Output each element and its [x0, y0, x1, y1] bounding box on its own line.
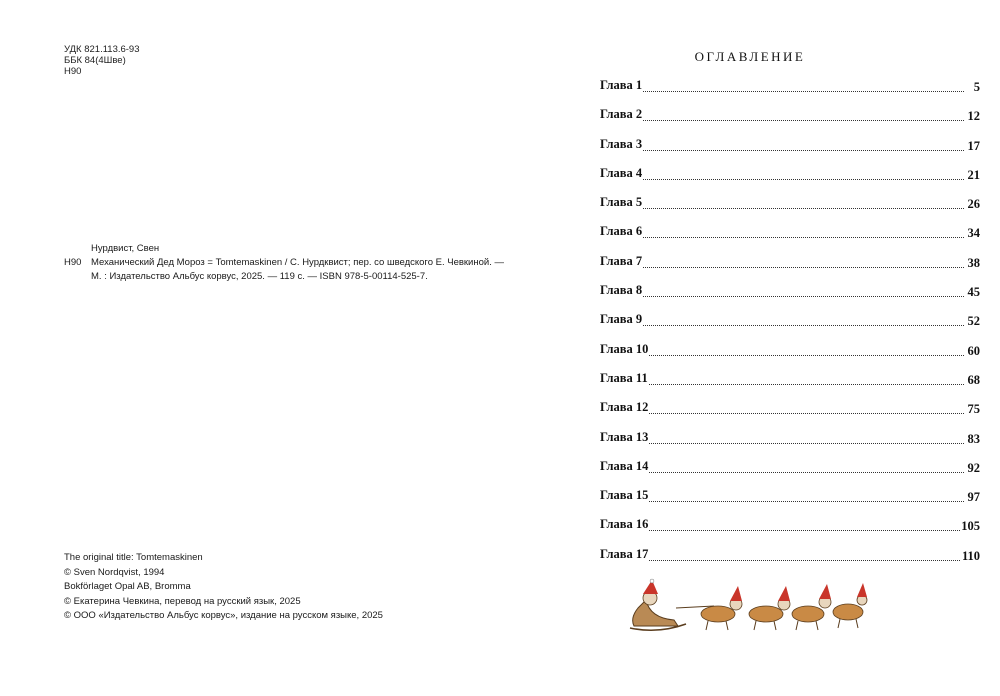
- udk-code: УДК 821.113.6-93: [64, 44, 140, 55]
- toc-entry[interactable]: [600, 107, 980, 136]
- toc-entry[interactable]: [600, 195, 980, 224]
- toc-page-number: 75: [967, 402, 980, 417]
- toc-chapter-label: Глава 8: [600, 283, 643, 298]
- toc-chapter-label: Глава 4: [600, 165, 643, 180]
- toc-leader-dots: [600, 384, 964, 385]
- toc-leader-dots: [600, 296, 964, 297]
- toc-entry[interactable]: [600, 137, 980, 166]
- toc-page-number: 97: [967, 490, 980, 505]
- toc-entry[interactable]: [600, 312, 980, 341]
- toc-leader-dots: [600, 355, 964, 356]
- copyright-block: [64, 551, 383, 624]
- biblio-line-1: Механический Дед Мороз = Tomtemaskinen / С. Нурдквист; пер. со шведского Е. Чевкиной. —: [91, 257, 504, 268]
- right-page: [500, 0, 1000, 696]
- toc-leader-dots: [600, 560, 964, 561]
- toc-page-number: 5: [973, 80, 980, 94]
- copyright-author: © Sven Nordqvist, 1994: [64, 566, 165, 578]
- toc-entry[interactable]: [600, 488, 980, 517]
- toc-page-number: 60: [967, 343, 980, 358]
- toc-leader-dots: [600, 413, 964, 414]
- toc-page-number: 92: [967, 460, 980, 475]
- biblio-line-2: М. : Издательство Альбус корвус, 2025. — 119 с. — ISBN 978-5-00114-525-7.: [91, 271, 428, 282]
- toc-page-number: 34: [967, 226, 980, 241]
- bibliographic-record: [64, 242, 504, 284]
- toc-entry[interactable]: [600, 342, 980, 371]
- original-title: The original title: Tomtemaskinen: [64, 552, 203, 563]
- toc-chapter-label: Глава 2: [600, 107, 643, 122]
- toc-chapter-label: Глава 12: [600, 400, 649, 415]
- toc-leader-dots: [600, 530, 964, 531]
- toc-page-number: 45: [967, 285, 980, 300]
- toc-leader-dots: [600, 120, 964, 121]
- toc-entry[interactable]: [600, 371, 980, 400]
- toc-page-number: 68: [967, 372, 980, 387]
- toc-leader-dots: [600, 443, 964, 444]
- toc-entry[interactable]: [600, 78, 980, 107]
- table-of-contents: [600, 78, 980, 576]
- toc-chapter-label: Глава 3: [600, 136, 643, 151]
- toc-entry[interactable]: [600, 166, 980, 195]
- toc-chapter-label: Глава 17: [600, 546, 649, 561]
- copyright-translation: © Екатерина Чевкина, перевод на русский язык, 2025: [64, 595, 301, 607]
- toc-chapter-label: Глава 16: [600, 517, 649, 532]
- biblio-code: Н90: [64, 257, 82, 268]
- toc-leader-dots: [600, 179, 964, 180]
- toc-page-number: 110: [961, 548, 980, 563]
- toc-leader-dots: [600, 150, 964, 151]
- toc-leader-dots: [600, 325, 964, 326]
- toc-chapter-label: Глава 11: [600, 370, 648, 385]
- toc-page-number: 83: [967, 431, 980, 446]
- toc-chapter-label: Глава 13: [600, 429, 649, 444]
- toc-entry[interactable]: [600, 254, 980, 283]
- toc-entry[interactable]: [600, 459, 980, 488]
- toc-chapter-label: Глава 6: [600, 224, 643, 239]
- copyright-edition: © ООО «Издательство Альбус корвус», издание на русском языке, 2025: [64, 610, 383, 621]
- classification-codes: [64, 44, 140, 77]
- biblio-author: Нурдвист, Свен: [91, 243, 160, 254]
- toc-chapter-label: Глава 1: [600, 78, 643, 92]
- toc-chapter-label: Глава 10: [600, 341, 649, 356]
- toc-chapter-label: Глава 14: [600, 458, 649, 473]
- copyright-publisher-original: Bokförlaget Opal AB, Bromma: [64, 581, 191, 592]
- bbk-code: ББК 84(4Шве): [64, 55, 126, 66]
- toc-entry[interactable]: [600, 547, 980, 576]
- toc-page-number: 12: [967, 109, 980, 124]
- toc-chapter-label: Глава 7: [600, 253, 643, 268]
- toc-leader-dots: [600, 267, 964, 268]
- toc-entry[interactable]: [600, 430, 980, 459]
- toc-leader-dots: [600, 501, 964, 502]
- toc-chapter-label: Глава 15: [600, 488, 649, 503]
- toc-chapter-label: Глава 9: [600, 312, 643, 327]
- toc-leader-dots: [600, 472, 964, 473]
- toc-leader-dots: [600, 91, 964, 92]
- toc-entry[interactable]: [600, 400, 980, 429]
- toc-page-number: 52: [967, 314, 980, 329]
- author-mark: Н90: [64, 66, 82, 77]
- toc-title: ОГЛАВЛЕНИЕ: [694, 49, 806, 64]
- toc-entry[interactable]: [600, 283, 980, 312]
- toc-leader-dots: [600, 237, 964, 238]
- toc-page-number: 105: [961, 519, 980, 534]
- toc-entry[interactable]: [600, 517, 980, 546]
- toc-leader-dots: [600, 208, 964, 209]
- toc-page-number: 21: [967, 167, 980, 182]
- toc-page-number: 38: [967, 255, 980, 270]
- toc-entry[interactable]: [600, 224, 980, 253]
- toc-page-number: 26: [967, 197, 980, 212]
- sleigh-with-cats-illustration: [628, 578, 868, 634]
- toc-chapter-label: Глава 5: [600, 195, 643, 210]
- toc-page-number: 17: [967, 138, 980, 153]
